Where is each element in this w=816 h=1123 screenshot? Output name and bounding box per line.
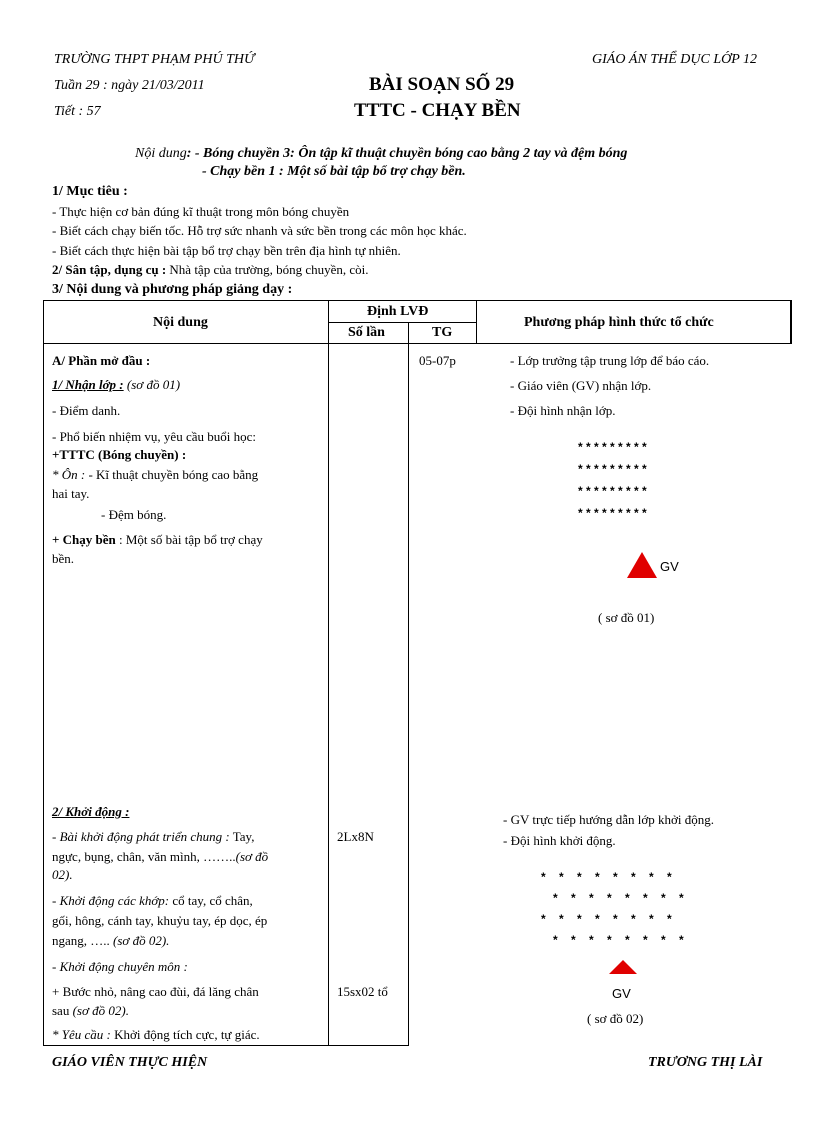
method-item: - GV trực tiếp hướng dẫn lớp khởi động. (503, 812, 715, 827)
joints-warmup: - Khởi động các khớp: cổ tay, cổ chân, (52, 893, 253, 908)
week-info: Tuần 29 : ngày 21/03/2011 (54, 78, 205, 93)
subject-title: GIÁO ÁN THỂ DỤC LỚP 12 (592, 52, 758, 67)
content-summary-line1: Nội dung: - Bóng chuyền 3: Ôn tập kĩ thuật chuyền bóng cao bằng 2 tay và đệm bóng (135, 146, 628, 161)
steps-count: 15sx02 tổ (337, 984, 388, 999)
requirement-line: * Yêu cầu : Khởi động tích cực, tự giác. (52, 1027, 260, 1042)
method-item: - Đội hình khởi động. (503, 833, 616, 848)
steps-line-2: sau (sơ đồ 02). (52, 1003, 129, 1018)
lesson-subtitle: TTTC - CHẠY BỀN (354, 100, 521, 121)
steps-line: + Bước nhỏ, nâng cao đùi, đá lăng chân (52, 984, 259, 999)
formation-row: * * * * * * * * * (578, 462, 647, 476)
objective-item: - Biết cách thực hiện bài tập bổ trợ chạy bền trên địa hình tự nhiên. (52, 243, 401, 258)
col-header-tg: TG (432, 325, 453, 340)
section-a-title: A/ Phần mở đầu : (52, 353, 151, 368)
col-header-method: Phương pháp hình thức tổ chức (524, 315, 714, 330)
general-warmup: - Bài khởi động phát triển chung : Tay, (52, 829, 255, 844)
warmup-formation-row: * * * * * * * * (553, 891, 684, 905)
formation-row: * * * * * * * * * (578, 484, 647, 498)
content-summary-line2: - Chạy bền 1 : Một số bài tập bổ trợ chạy bền. (202, 164, 466, 179)
school-name: TRƯỜNG THPT PHẠM PHÚ THỨ (54, 52, 255, 67)
roll-call: - Điểm danh. (52, 403, 121, 418)
general-warmup-3: 02). (52, 867, 73, 882)
equipment-line: 2/ Sân tập, dụng cụ : Nhà tập của trường, bóng chuyền, còi. (52, 262, 369, 277)
formation-row: * * * * * * * * * (578, 440, 647, 454)
review-line-2: hai tay. (52, 486, 90, 501)
col-header-solan: Số lần (348, 325, 385, 340)
method-item: - Giáo viên (GV) nhận lớp. (510, 378, 652, 393)
footer-teacher-name: TRƯƠNG THỊ LÀI (648, 1055, 763, 1070)
joints-warmup-3: ngang, ….. (sơ đồ 02). (52, 933, 170, 948)
diagram-caption: ( sơ đồ 01) (598, 610, 655, 625)
warmup-formation-row: * * * * * * * * (541, 870, 672, 884)
run-line: + Chạy bền : Một số bài tập bổ trợ chạy (52, 532, 263, 547)
run-line-2: bền. (52, 551, 75, 566)
joints-warmup-2: gối, hông, cánh tay, khuỷu tay, ép dọc, ép (52, 913, 268, 928)
pass-line: - Đệm bóng. (101, 507, 167, 522)
diagram-caption: ( sơ đồ 02) (587, 1011, 644, 1026)
period-info: Tiết : 57 (54, 104, 101, 119)
method-heading: 3/ Nội dung và phương pháp giảng dạy : (52, 282, 293, 297)
formation-row: * * * * * * * * * (578, 506, 647, 520)
warmup-formation-row: * * * * * * * * (541, 912, 672, 926)
gv-label: GV (660, 559, 679, 574)
col-header-dinh: Định LVĐ (367, 304, 429, 319)
objective-item: - Thực hiện cơ bản đúng kĩ thuật trong môn bóng chuyền (52, 204, 350, 219)
warmup-title: 2/ Khởi động : (52, 804, 130, 819)
method-item: - Lớp trưởng tập trung lớp để báo cáo. (510, 353, 710, 368)
section-a-time: 05-07p (419, 353, 456, 368)
review-line: * Ôn : - Kĩ thuật chuyền bóng cao bằng (52, 467, 259, 482)
col-header-content: Nội dung (153, 315, 208, 330)
general-warmup-2: ngực, bụng, chân, văn mình, ……..(sơ đồ (52, 849, 269, 864)
gv-label: GV (612, 986, 631, 1001)
teacher-triangle-icon (627, 552, 657, 578)
warmup-formation-row: * * * * * * * * (553, 933, 684, 947)
lesson-title: BÀI SOẠN SỐ 29 (369, 74, 515, 95)
special-warmup: - Khởi động chuyên môn : (52, 959, 188, 974)
objectives-heading: 1/ Mục tiêu : (52, 184, 128, 199)
method-item: - Đội hình nhận lớp. (510, 403, 616, 418)
tttc-heading: +TTTC (Bóng chuyền) : (52, 447, 187, 462)
receive-class-line: 1/ Nhận lớp : (sơ đồ 01) (52, 377, 181, 392)
objective-item: - Biết cách chạy biến tốc. Hỗ trợ sức nhanh và sức bền trong các môn học khác. (52, 223, 467, 238)
announce-tasks: - Phổ biến nhiệm vụ, yêu cầu buổi học: (52, 429, 256, 444)
footer-teacher-label: GIÁO VIÊN THỰC HIỆN (52, 1055, 208, 1070)
general-count: 2Lx8N (337, 829, 374, 844)
teacher-triangle-icon (609, 960, 637, 974)
